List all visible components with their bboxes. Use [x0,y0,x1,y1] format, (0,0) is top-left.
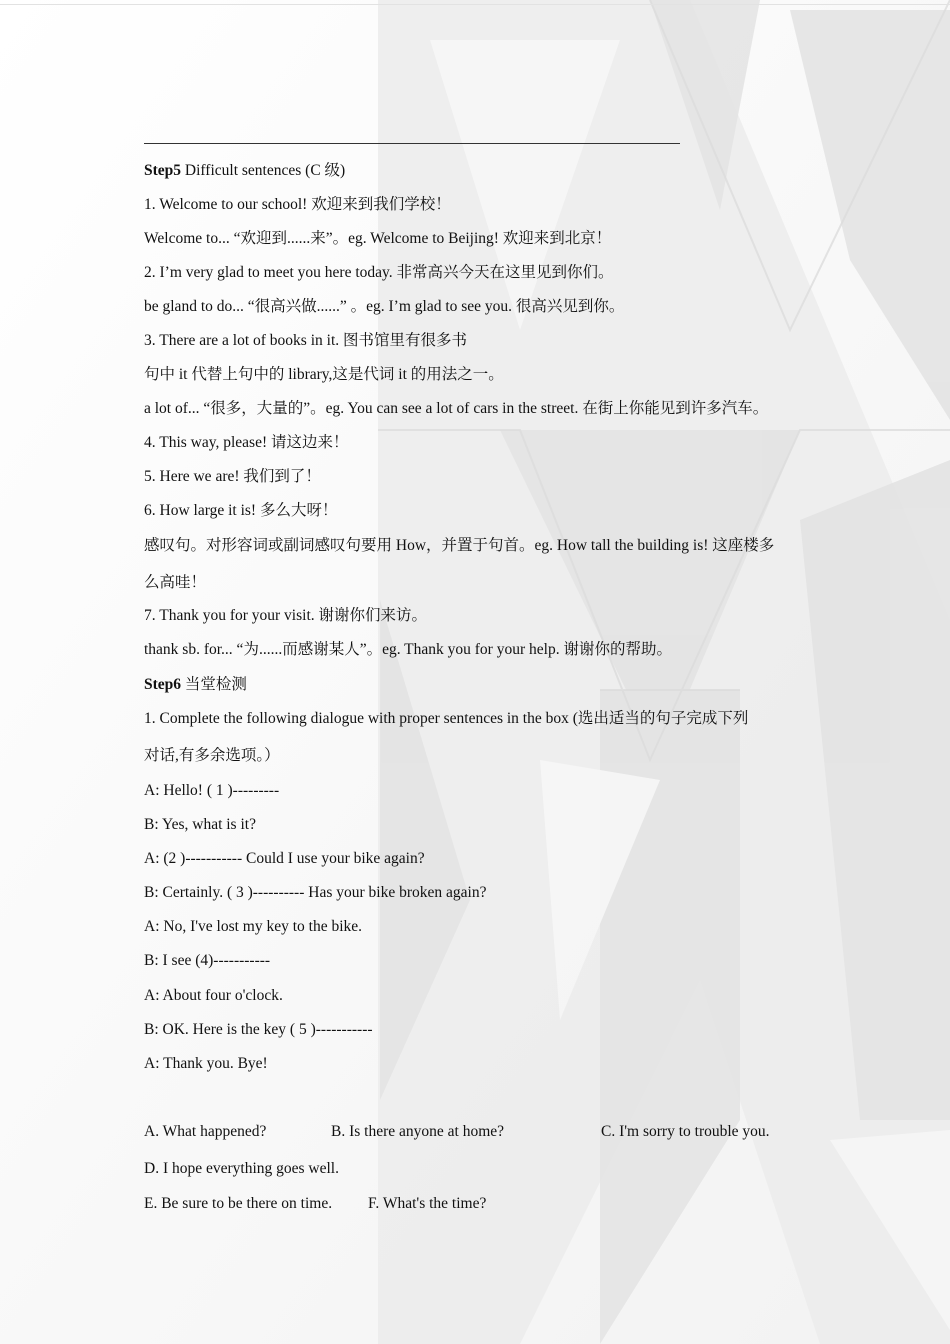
step5-line: be gland to do... “很高兴做......” 。eg. I’m glad to see you. 很高兴见到你。 [144,298,625,315]
step6-title: 当堂检测 [181,676,247,693]
dialogue-line: B: Certainly. ( 3 )---------- Has your bike broken again? [144,884,487,901]
step5-label: Step5 [144,162,182,179]
header-rule [144,143,680,144]
step6-label: Step6 [144,676,182,693]
dialogue-line: B: Yes, what is it? [144,816,256,833]
step5-line: a lot of... “很多，大量的”。eg. You can see a lot of cars in the street. 在街上你能见到许多汽车。 [144,400,769,417]
option-c: C. I'm sorry to trouble you. [601,1123,770,1140]
step5-line: 2. I’m very glad to meet you here today. 非常高兴今天在这里见到你们。 [144,264,614,281]
step5-line: 句中 it 代替上句中的 library,这是代词 it 的用法之一。 [144,366,504,383]
dialogue-line: B: I see (4)----------- [144,952,271,969]
step5-heading [144,161,345,181]
step6-instruction: 1. Complete the following dialogue with proper sentences in the box (选出适当的句子完成下列 [144,710,749,727]
dialogue-line: B: OK. Here is the key ( 5 )----------- [144,1021,373,1038]
step5-line: Welcome to... “欢迎到......来”。eg. Welcome to Beijing! 欢迎来到北京！ [144,230,612,247]
dialogue-line: A: Hello! ( 1 )--------- [144,782,280,799]
step5-line: thank sb. for... “为......而感谢某人”。eg. Thank you for your help. 谢谢你的帮助。 [144,641,672,658]
dialogue-line: A: No, I've lost my key to the bike. [144,918,363,935]
option-e: E. Be sure to be there on time. [144,1195,333,1212]
step5-title: Difficult sentences (C 级) [181,162,346,179]
dialogue-line: A: Thank you. Bye! [144,1055,268,1072]
step6-heading [144,675,247,695]
option-b: B. Is there anyone at home? [331,1123,505,1140]
option-f: F. What's the time? [368,1195,487,1212]
step6-instruction: 对话,有多余选项。） [144,747,280,764]
option-d: D. I hope everything goes well. [144,1160,339,1177]
step5-line: 么高哇！ [144,574,207,591]
step5-line: 1. Welcome to our school! 欢迎来到我们学校！ [144,196,451,213]
step5-line: 3. There are a lot of books in it. 图书馆里有很多书 [144,332,468,349]
step5-line: 5. Here we are! 我们到了！ [144,468,321,485]
dialogue-line: A: (2 )----------- Could I use your bike again? [144,850,425,867]
step5-line: 6. How large it is! 多么大呀！ [144,502,338,519]
dialogue-line: A: About four o'clock. [144,987,283,1004]
option-a: A. What happened? [144,1123,267,1140]
step5-line: 感叹句。对形容词或副词感叹句要用 How，并置于句首。eg. How tall the building is! 这座楼多 [144,537,775,554]
step5-line: 7. Thank you for your visit. 谢谢你们来访。 [144,607,428,624]
step5-line: 4. This way, please! 请这边来！ [144,434,349,451]
